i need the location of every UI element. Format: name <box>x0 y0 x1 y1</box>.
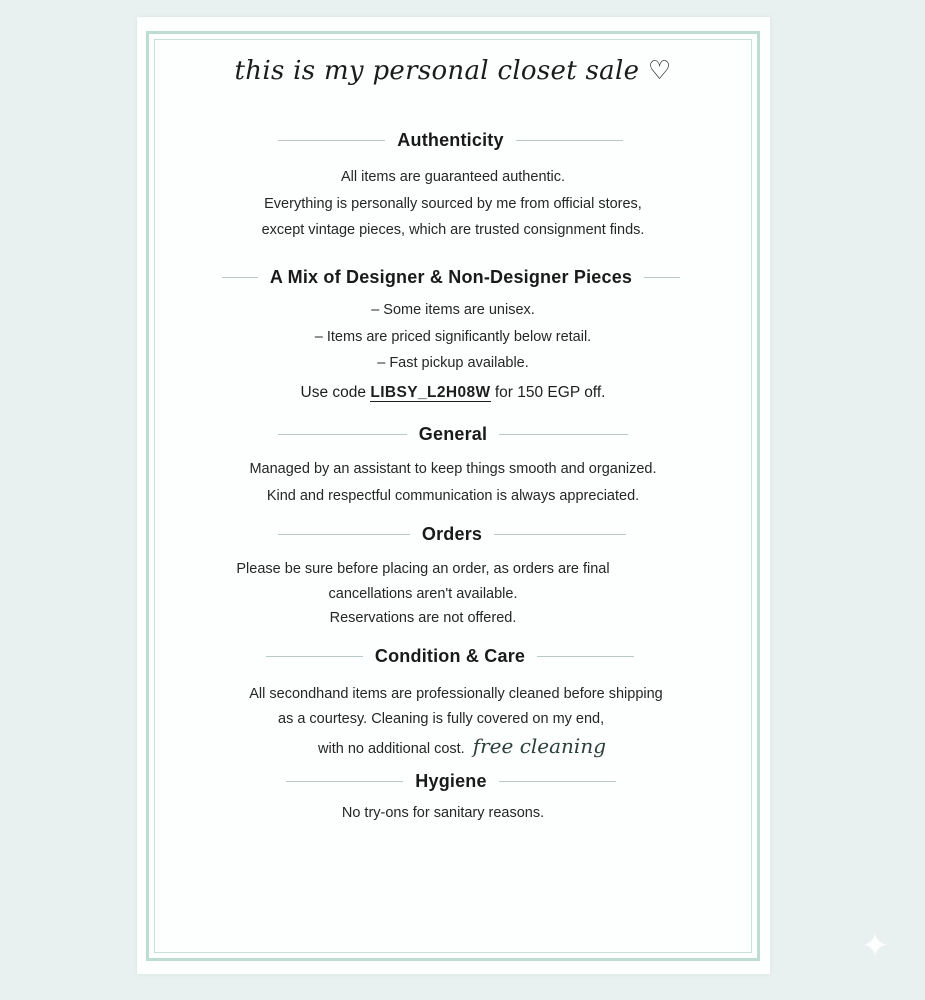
divider-line <box>644 277 680 278</box>
general-line: Kind and respectful communication is always appreciated. <box>266 487 640 504</box>
section-heading-mix <box>222 267 680 288</box>
condition-text <box>148 682 764 707</box>
section-heading-orders <box>278 524 626 545</box>
divider-line <box>278 140 385 141</box>
promo-prefix: Use code <box>300 384 371 401</box>
general-text <box>148 456 758 509</box>
condition-line: as a courtesy. Cleaning is fully covered on my end, <box>278 711 605 727</box>
condition-text-2 <box>278 707 604 732</box>
heading-hygiene: Hygiene <box>415 771 487 791</box>
promo-suffix: for 150 EGP off. <box>490 384 606 401</box>
authenticity-line: Everything is personally sourced by me from official stores, <box>264 195 642 212</box>
divider-line <box>278 534 410 535</box>
free-cleaning-badge: free cleaning <box>473 731 606 761</box>
divider-line <box>278 434 407 435</box>
divider-line <box>516 140 623 141</box>
mix-text <box>148 297 758 377</box>
page-title: this is my personal closet sale ♡ <box>234 56 672 86</box>
divider-line <box>286 781 403 782</box>
heading-mix: A Mix of Designer & Non-Designer Pieces <box>269 267 633 287</box>
general-line: Managed by an assistant to keep things smooth and organized. <box>249 461 657 477</box>
section-heading-condition <box>266 646 634 667</box>
mix-line: – Fast pickup available. <box>377 355 529 371</box>
mix-line: – Items are priced significantly below retail. <box>314 328 592 345</box>
divider-line <box>494 534 626 535</box>
orders-text <box>148 557 698 631</box>
heading-condition: Condition & Care <box>374 646 526 666</box>
hygiene-text <box>148 800 738 827</box>
promo-code-line <box>148 380 758 407</box>
authenticity-line: All items are guaranteed authentic. <box>340 169 566 185</box>
hygiene-line: No try-ons for sanitary reasons. <box>341 805 545 821</box>
heading-orders: Orders <box>421 524 483 544</box>
condition-line: All secondhand items are professionally cleaned before shipping <box>249 686 663 702</box>
section-heading-general <box>278 424 628 445</box>
sparkle-icon: ✦ <box>860 927 890 965</box>
orders-line: cancellations aren't available. <box>328 585 518 602</box>
heading-general: General <box>418 424 488 444</box>
divider-line <box>537 656 634 657</box>
authenticity-line: except vintage pieces, which are trusted consignment finds. <box>261 222 645 238</box>
mix-line: – Some items are unisex. <box>371 302 535 318</box>
section-heading-authenticity <box>278 130 623 151</box>
authenticity-text <box>148 164 758 244</box>
orders-line: Reservations are not offered. <box>329 610 517 626</box>
condition-line: with no additional cost. <box>318 741 465 757</box>
condition-text-3 <box>318 731 606 764</box>
section-heading-hygiene <box>286 771 616 792</box>
orders-line: Please be sure before placing an order, as orders are final <box>236 561 610 577</box>
divider-line <box>499 434 628 435</box>
divider-line <box>266 656 363 657</box>
heading-authenticity: Authenticity <box>397 130 504 150</box>
divider-line <box>499 781 616 782</box>
promo-code[interactable]: LIBSY_L2H08W <box>370 384 491 401</box>
divider-line <box>222 277 258 278</box>
